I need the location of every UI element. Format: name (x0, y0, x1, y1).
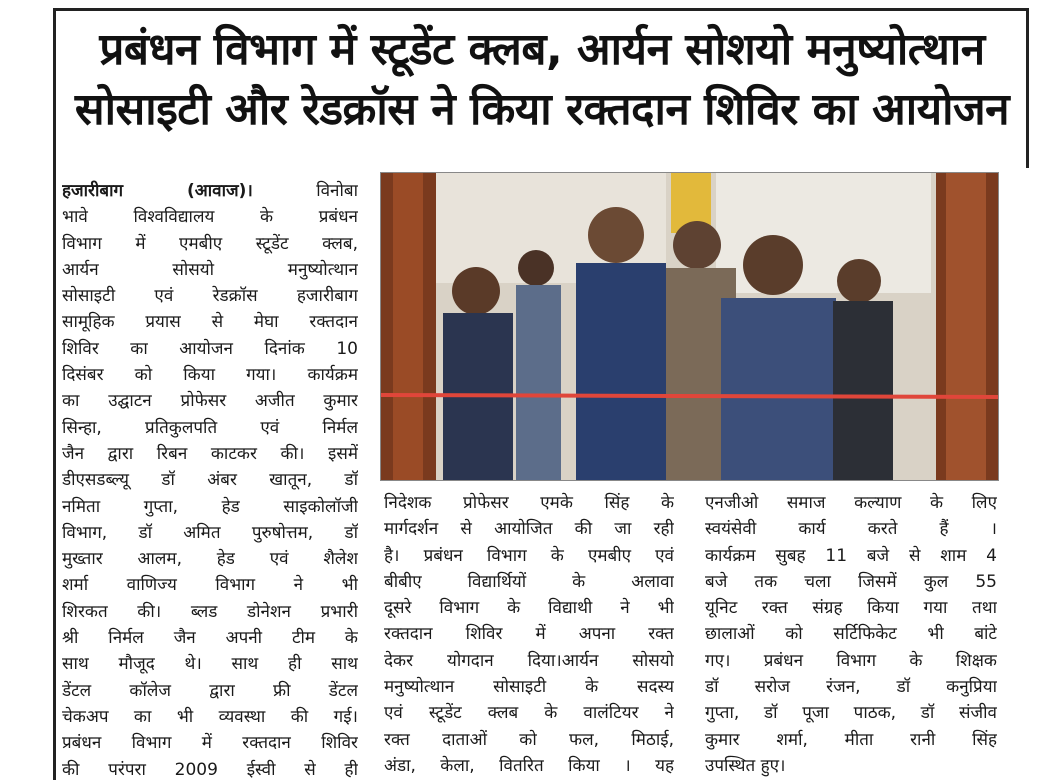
column-line: शर्मा वाणिज्य विभाग ने भी (62, 575, 358, 596)
column-line: है। प्रबंधन विभाग के एमबीए एवं (384, 545, 674, 566)
column-line: डॉ सरोज रंजन, डॉ कनुप्रिया (705, 677, 997, 698)
article-column-2 (384, 490, 674, 779)
column-line: मनुष्योत्थान सोसाइटी के सदस्य (384, 677, 674, 698)
article-column-1 (62, 178, 358, 783)
headline-line-1: प्रबंधन विभाग में स्टूडेंट क्लब, आर्यन सोशयो मनुष्योत्थान (99, 24, 985, 75)
column-line: गए। प्रबंधन विभाग के शिक्षक (705, 650, 997, 671)
column-line: डीएसडब्ल्यू डॉ अंबर खातून, डॉ (62, 470, 358, 491)
column-line: छालाओं को सर्टिफिकेट भी बांटे (705, 624, 997, 645)
column-line: स्वयंसेवी कार्य करते हैं । (705, 519, 997, 540)
photo-illustration (381, 173, 998, 480)
column-line: देकर योगदान दिया।आर्यन सोसयो (384, 650, 674, 671)
headline-line-2: सोसाइटी और रेडक्रॉस ने किया रक्तदान शिविर का आयोजन (74, 84, 1010, 135)
column-line: निदेशक प्रोफेसर एमके सिंह के (384, 493, 674, 513)
column-line: यूनिट रक्त संग्रह किया गया तथा (705, 598, 997, 619)
column-line: की परंपरा 2009 ईस्वी से ही (62, 759, 358, 780)
article-column-3 (705, 490, 997, 779)
column-line: कुमार शर्मा, मीता रानी सिंह (705, 729, 997, 750)
column-line: सामूहिक प्रयास से मेघा रक्तदान (62, 312, 358, 333)
dateline: हजारीबाग (आवाज)। (62, 181, 253, 201)
column-line: चेकअप का भी व्यवस्था की गई। (62, 706, 358, 727)
column-line: जैन द्वारा रिबन काटकर की। इसमें (62, 443, 358, 464)
column-line: शिविर का आयोजन दिनांक 10 (62, 338, 358, 359)
column-line: भावे विश्वविद्यालय के प्रबंधन (62, 207, 358, 228)
column-line (62, 178, 358, 204)
column-line: साथ मौजूद थे। साथ ही साथ (62, 654, 358, 675)
column-line: मुख्तार आलम, हेड एवं शैलेश (62, 549, 358, 570)
column-line: अंडा, केला, वितरित किया । यह (384, 755, 674, 776)
column-line: सोसाइटी एवं रेडक्रॉस हजारीबाग (62, 286, 358, 307)
column-line: सिन्हा, प्रतिकुलपति एवं निर्मल (62, 417, 358, 438)
column-line: प्रबंधन विभाग में रक्तदान शिविर (62, 733, 358, 754)
column-line: कार्यक्रम सुबह 11 बजे से शाम 4 (705, 545, 997, 566)
ribbon (381, 395, 998, 397)
column-line: नमिता गुप्ता, हेड साइकोलॉजी (62, 496, 358, 517)
column-line: बजे तक चला जिसमें कुल 55 (705, 571, 997, 592)
column-line: एवं स्टूडेंट क्लब के वालंटियर ने (384, 703, 674, 724)
right-border-rule (1026, 8, 1029, 168)
column-line: शिरकत की। ब्लड डोनेशन प्रभारी (62, 601, 358, 622)
top-border-rule (55, 8, 1027, 11)
column-line: आर्यन सोसयो मनुष्योत्थान (62, 259, 358, 280)
column-line: का उद्घाटन प्रोफेसर अजीत कुमार (62, 391, 358, 412)
column-line: विभाग, डॉ अमित पुरुषोत्तम, डॉ (62, 522, 358, 543)
column-line: एनजीओ समाज कल्याण के लिए (705, 493, 997, 513)
column-line: बीबीए विद्यार्थियों के अलावा (384, 571, 674, 592)
column-line: डेंटल कॉलेज द्वारा फ्री डेंटल (62, 680, 358, 701)
column-line: मार्गदर्शन से आयोजित की जा रही (384, 519, 674, 540)
column-line: गुप्ता, डॉ पूजा पाठक, डॉ संजीव (705, 703, 997, 724)
column-line: दूसरे विभाग के विद्याथी ने भी (384, 598, 674, 619)
column-line: रक्त दाताओं को फल, मिठाई, (384, 729, 674, 750)
column-line: उपस्थित हुए। (705, 755, 786, 776)
column-line: श्री निर्मल जैन अपनी टीम के (62, 628, 358, 649)
column-line-text: विनोबा (316, 181, 358, 201)
article-headline (62, 20, 1022, 140)
column-line: दिसंबर को किया गया। कार्यक्रम (62, 365, 358, 386)
column-line: विभाग में एमबीए स्टूडेंट क्लब, (62, 233, 358, 254)
article-photo (380, 172, 999, 481)
left-border-rule (53, 8, 56, 780)
column-line: रक्तदान शिविर में अपना रक्त (384, 624, 674, 645)
